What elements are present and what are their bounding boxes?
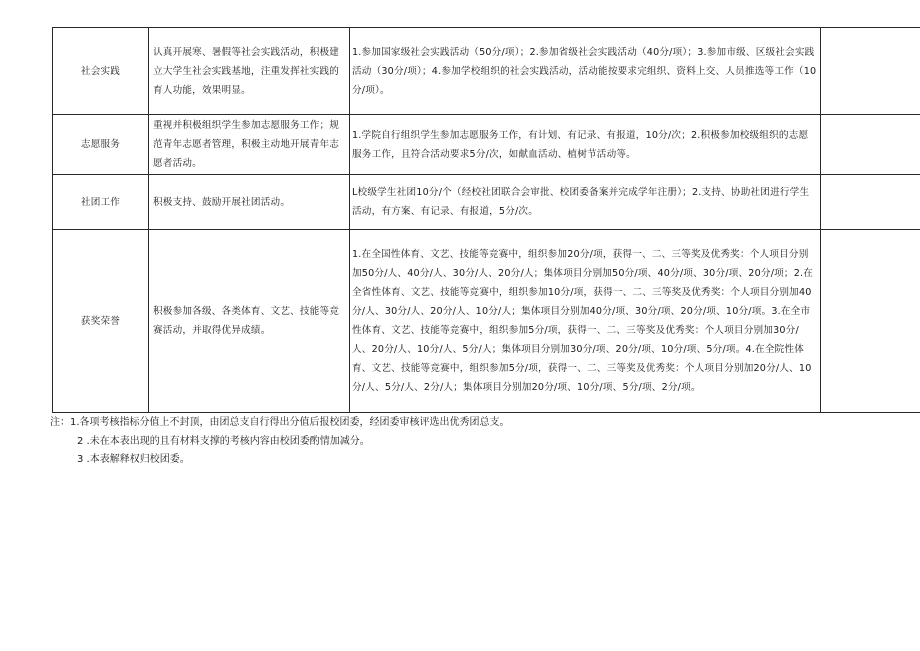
table-row (53, 28, 920, 115)
score-cell (821, 115, 920, 175)
score-cell (821, 230, 920, 413)
table-row (53, 115, 920, 175)
rule-cell: 1.学院自行组织学生参加志愿服务工作，有计划、有记录、有报道，10分/次；2.积极参加校级组织的志愿服务工作，且符合活动要求5分/次，如献血活动、植树节活动等。 (350, 115, 821, 175)
rule-cell: 1.参加国家级社会实践活动（50分/项）；2.参加省级社会实践活动（40分/项）；3.参加市级、区级社会实践活动（30分/项）；4.参加学校组织的社会实践活动，活动能按要求完组织、资料上交、人员推选等工作（10分/项）。 (350, 28, 821, 115)
footnote-2: 2 .未在本表出现的且有材料支撑的考核内容由校团委酌情加减分。 (77, 435, 370, 447)
table-row (53, 175, 920, 230)
footnote-1: 注：1.各项考核指标分值上不封顶，由团总支自行得出分值后报校团委，经团委审核评选出优秀团总支。 (50, 417, 510, 428)
category-cell: 获奖荣誉 (53, 230, 149, 413)
assessment-table (52, 27, 920, 413)
standard-cell: 认真开展寒、暑假等社会实践活动，积极建立大学生社会实践基地，注重发挥社实践的育人功能，效果明显。 (149, 28, 350, 115)
score-cell (821, 175, 920, 230)
category-cell: 社团工作 (53, 175, 149, 230)
category-cell: 社会实践 (53, 28, 149, 115)
score-cell (821, 28, 920, 115)
footnotes (50, 414, 870, 470)
standard-cell: 积极支持、鼓励开展社团活动。 (149, 175, 350, 230)
rule-cell: 1.在全国性体育、文艺、技能等竞赛中，组织参加20分/项，获得一、二、三等奖及优秀奖：个人项目分别加50分/人、40分/人、30分/人、20分/人；集体项目分别加50分/项、40分/项、30分/项、20分/项；2.在全省性体育、文艺、技能等竞赛中，组织参加10分/项，获得一、二、三等奖及优秀奖：个人项目分别加40分/人、30分/人、20分/人、10分/人；集体项目分别加40分/项、30分/项、20分/项、10分/项。3.在全市性体育、文艺、技能等竞赛中，组织参加5分/项，获得一、二、三等奖及优秀奖：个人项目分别加30分/人、20分/人、10分/人、5分/人；集体项目分别加30分/项、20分/项、10分/项、5分/项。4.在全院性体育、文艺、技能等竞赛中，组织参加5分/项，获得一、二、三等奖及优秀奖：个人项目分别加20分/人、10分/人、5分/人、2分/人；集体项目分别加20分/项、10分/项、5分/项、2分/项。 (350, 230, 821, 413)
table-row (53, 230, 920, 413)
category-cell: 志愿服务 (53, 115, 149, 175)
rule-cell: L校级学生社团10分/个（经校社团联合会审批、校团委备案并完成学年注册）；2.支持、协助社团进行学生活动，有方案、有记录、有报道，5分/次。 (350, 175, 821, 230)
standard-cell: 积极参加各级、各类体育、文艺、技能等竞赛活动，并取得优异成绩。 (149, 230, 350, 413)
standard-cell: 重视并积极组织学生参加志愿服务工作；规范青年志愿者管理，积极主动地开展青年志愿者活动。 (149, 115, 350, 175)
footnote-3: 3 .本表解释权归校团委。 (77, 454, 190, 465)
